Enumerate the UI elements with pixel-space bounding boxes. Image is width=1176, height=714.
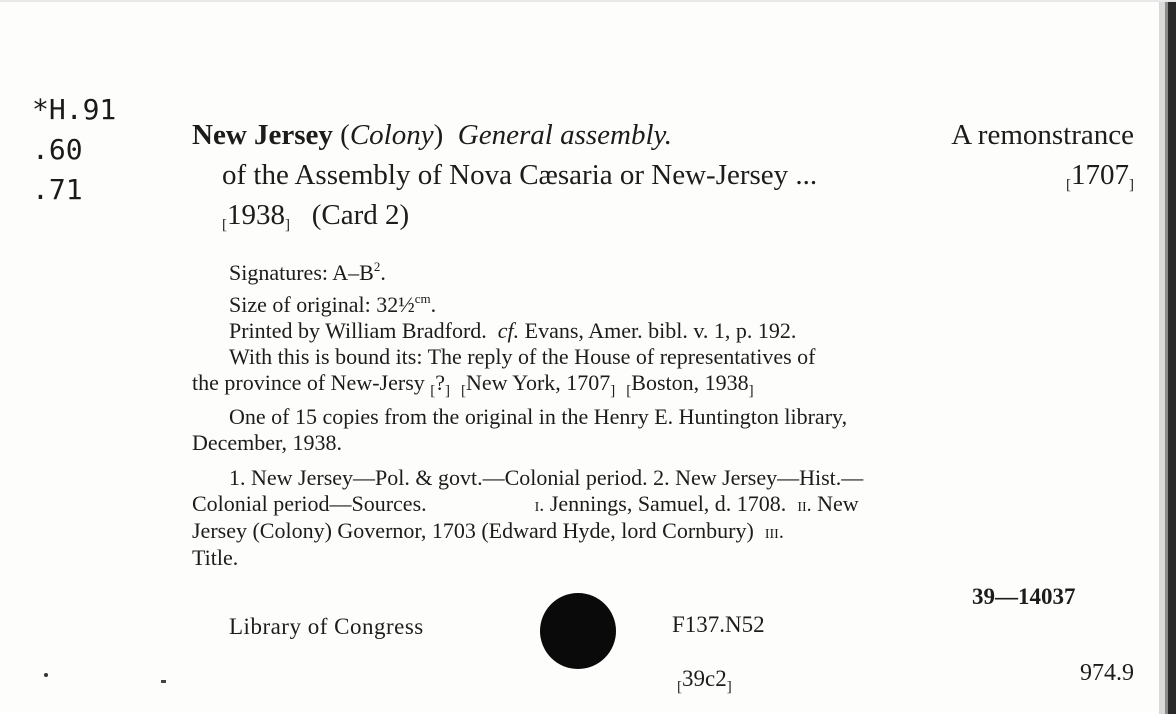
colony-close: ) xyxy=(433,119,444,151)
signatures-sup: 2 xyxy=(373,259,381,274)
size-sup: cm xyxy=(414,291,431,306)
card-edge xyxy=(1168,2,1176,714)
tracing-text: New xyxy=(817,491,859,516)
tracing-text: Colonial period—Sources. xyxy=(192,491,427,516)
bound-query: ? xyxy=(435,370,446,395)
card-label: (Card 2) xyxy=(311,199,410,231)
bracket: [ xyxy=(677,679,682,695)
ink-speck xyxy=(44,673,48,677)
library-of-congress-label: Library of Congress xyxy=(229,614,424,639)
evans-ref: Evans, Amer. bibl. v. 1, p. 192. xyxy=(524,318,797,343)
tracings-block xyxy=(192,465,1142,571)
roman-numeral: ii. xyxy=(797,494,812,516)
call-number-line: *H.91 xyxy=(32,93,117,126)
signatures-note xyxy=(192,254,1142,286)
tracing-line-2 xyxy=(192,491,1142,518)
sub-number-text: 39c2 xyxy=(682,666,727,691)
heading-line-3 xyxy=(192,195,1142,245)
size-end: . xyxy=(430,292,437,317)
bound-text: the province of New-Jersy xyxy=(192,370,425,395)
bracket: [ xyxy=(461,383,467,399)
heading-block xyxy=(192,115,1142,245)
cf-text: cf. xyxy=(497,318,520,343)
copies-note-line-1: One of 15 copies from the original in the Henry E. Huntington library, xyxy=(229,404,848,429)
colony-open: ( xyxy=(340,119,350,151)
notes-block xyxy=(192,254,1142,456)
bracket: [ xyxy=(430,383,436,399)
printer-note xyxy=(192,318,1142,344)
card-number: 39—14037 xyxy=(972,584,1076,609)
roman-numeral: iii. xyxy=(764,521,784,543)
bracket: [ xyxy=(222,217,227,233)
call-number-line: .71 xyxy=(32,173,83,206)
bracket: ] xyxy=(1129,177,1134,193)
bracket: ] xyxy=(748,383,754,399)
size-text: Size of original: 32½ xyxy=(229,292,415,317)
call-number xyxy=(32,90,116,210)
imprint-year: 1707 xyxy=(1071,159,1129,191)
bound-imprint-1: New York, 1707 xyxy=(466,370,611,395)
colony-label: Colony xyxy=(349,119,434,151)
tracing-line-3 xyxy=(192,518,1142,545)
bracket: [ xyxy=(626,383,632,399)
printer-text: Printed by William Bradford. xyxy=(229,318,487,343)
reprint-year: 1938 xyxy=(227,199,285,231)
dewey-number: 974.9 xyxy=(1080,660,1134,686)
tracing-line-1: 1. New Jersey—Pol. & govt.—Colonial period. 2. New Jersey—Hist.— xyxy=(229,465,864,490)
bracket: ] xyxy=(285,217,290,233)
call-number-line: .60 xyxy=(32,133,83,166)
copies-note-line-2: December, 1938. xyxy=(192,430,343,455)
bound-imprint-2: Boston, 1938 xyxy=(631,370,749,395)
signatures-end: . xyxy=(380,260,386,285)
bracket: ] xyxy=(610,383,616,399)
size-note xyxy=(192,286,1142,318)
heading-line-1 xyxy=(192,115,1142,155)
tracing-text: Jersey (Colony) Governor, 1703 (Edward Hyde, lord Cornbury) xyxy=(192,518,754,543)
bracket: ] xyxy=(445,383,451,399)
tracing-line-4: Title. xyxy=(192,545,239,570)
title-continuation: of the Assembly of Nova Cæsaria or New-Jersey ... xyxy=(222,159,818,191)
roman-numeral: i. xyxy=(534,494,545,516)
bound-note-line-1: With this is bound its: The reply of the House of representatives of xyxy=(229,344,816,369)
heading-line-2 xyxy=(192,155,1142,195)
bracket: [ xyxy=(1066,177,1071,193)
ink-speck xyxy=(161,680,166,683)
signatures-text: Signatures: A–B xyxy=(229,260,374,285)
author-name: New Jersey xyxy=(192,119,333,151)
card-sub-number xyxy=(677,666,732,696)
card-punch-hole xyxy=(540,593,616,669)
classification-number: F137.N52 xyxy=(672,612,765,637)
bound-note-line-2 xyxy=(192,370,1142,404)
corporate-body: General assembly. xyxy=(457,119,673,151)
bracket: ] xyxy=(726,679,732,695)
title-start: A remonstrance xyxy=(951,119,1134,151)
tracing-text: Jennings, Samuel, d. 1708. xyxy=(549,491,787,516)
